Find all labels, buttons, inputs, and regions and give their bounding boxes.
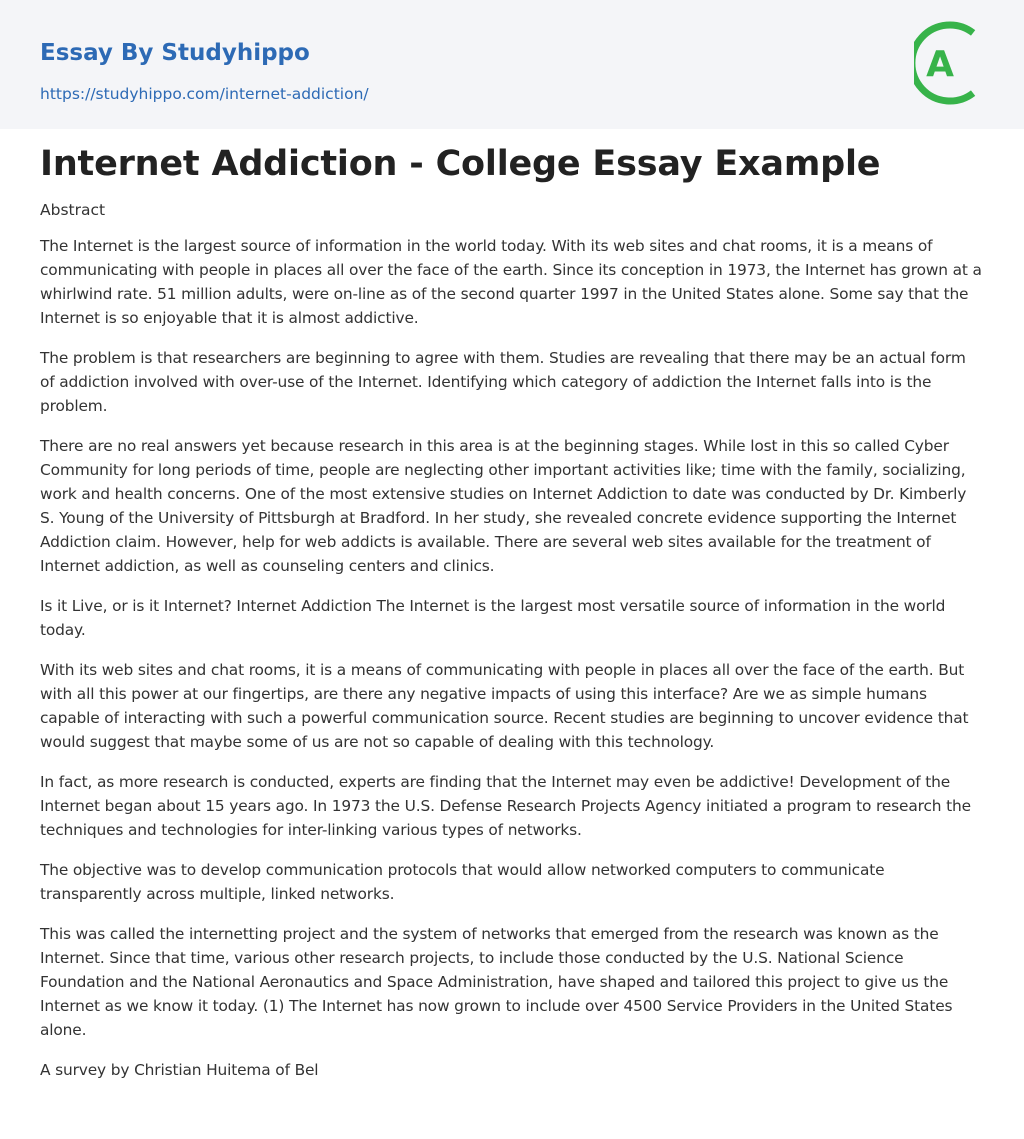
- page-url-link[interactable]: https://studyhippo.com/internet-addiction/: [40, 85, 369, 103]
- site-header: [0, 0, 1024, 129]
- paragraph: There are no real answers yet because research in this area is at the beginning stages. While lost in this so called Cyber Community for long periods of time, people are neglecting other important activities like; time with the family, socializing, work and health concerns. One of the most extensive studies on Internet Addiction to date was conducted by Dr. Kimberly S. Young of the University of Pittsburgh at Bradford. In her study, she revealed concrete evidence supporting the Internet Addiction claim. However, help for web addicts is available. There are several web sites available for the treatment of Internet addiction, as well as counseling centers and clinics.: [40, 437, 967, 575]
- paragraph: In fact, as more research is conducted, experts are finding that the Internet may even be addictive! Development of the Internet began about 15 years ago. In 1973 the U.S. Defense Research Projects Agency initiated a program to research the techniques and technologies for inter-linking various types of networks.: [40, 773, 971, 839]
- paragraph: A survey by Christian Huitema of Bel: [40, 1061, 319, 1079]
- abstract-heading: Abstract: [40, 201, 106, 219]
- paragraph: Is it Live, or is it Internet? Internet Addiction The Internet is the largest most versatile source of information in the world today.: [40, 597, 946, 639]
- page-title: Internet Addiction - College Essay Example: [40, 144, 881, 184]
- studyhippo-logo-icon[interactable]: [914, 20, 986, 106]
- paragraph: The problem is that researchers are beginning to agree with them. Studies are revealing that there may be an actual form of addiction involved with over-use of the Internet. Identifying which category of addiction the Internet falls into is the problem.: [40, 349, 966, 415]
- paragraph: The Internet is the largest source of information in the world today. With its web sites and chat rooms, it is a means of communicating with people in places all over the face of the earth. Since its conception in 1973, the Internet has grown at a whirlwind rate. 51 million adults, were on-line as of the second quarter 1997 in the United States alone. Some say that the Internet is so enjoyable that it is almost addictive.: [40, 237, 982, 327]
- paragraph: This was called the internetting project and the system of networks that emerged from the research was known as the Internet. Since that time, various other research projects, to include those conducted by the U.S. National Science Foundation and the National Aeronautics and Space Administration, have shaped and tailored this project to give us the Internet as we know it today. (1) The Internet has now grown to include over 4500 Service Providers in the United States alone.: [40, 925, 953, 1039]
- brand-name[interactable]: Essay By Studyhippo: [40, 40, 310, 66]
- paragraph: The objective was to develop communication protocols that would allow networked computers to communicate transparently across multiple, linked networks.: [40, 861, 885, 903]
- article-body: [40, 234, 984, 1098]
- paragraph: With its web sites and chat rooms, it is a means of communicating with people in places all over the face of the earth. But with all this power at our fingertips, are there any negative impacts of using this interface? Are we as simple humans capable of interacting with such a powerful communication source. Recent studies are beginning to uncover evidence that would suggest that maybe some of us are not so capable of dealing with this technology.: [40, 661, 969, 751]
- logo-letter: A: [926, 44, 954, 85]
